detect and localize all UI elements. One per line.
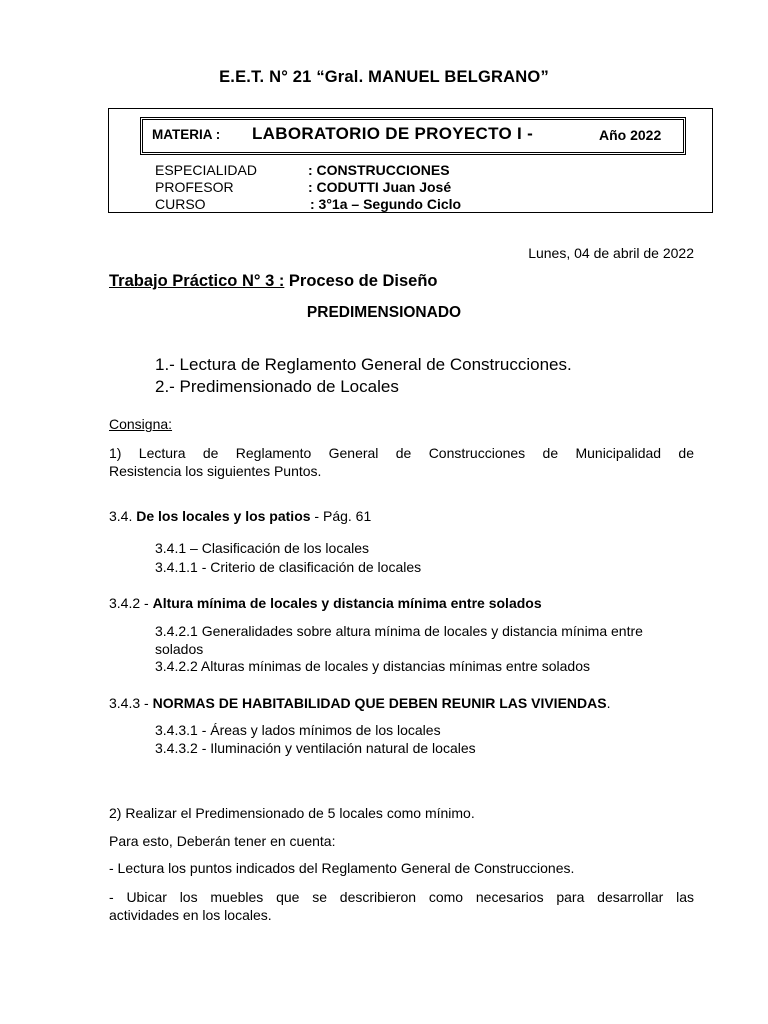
section-3-4-2 — [109, 595, 542, 611]
subsection-item: 3.4.3.2 - Iluminación y ventilación natural de locales — [155, 740, 476, 756]
materia-label: MATERIA : — [152, 127, 221, 142]
consigna-label: Consigna: — [109, 416, 173, 432]
profesor-label: PROFESOR — [155, 179, 234, 195]
section-title: Altura mínima de locales y distancia mínima entre solados — [152, 595, 542, 611]
curso-value: : 3°1a – Segundo Ciclo — [310, 196, 462, 212]
subsection-item: 3.4.2.1 Generalidades sobre altura mínima de locales y distancia mínima entre — [155, 623, 643, 639]
especialidad-label: ESPECIALIDAD — [155, 162, 257, 178]
section-number: 3.4. — [109, 508, 133, 524]
section-page: - Pág. 61 — [310, 508, 372, 524]
materia-year: Año 2022 — [599, 127, 662, 143]
section-title: NORMAS DE HABITABILIDAD QUE DEBEN REUNIR LAS VIVIENDAS — [152, 695, 607, 711]
paragraph-line: - Ubicar los muebles que se describieron como necesarios para desarrollar las — [109, 889, 694, 905]
subsection-item: 3.4.1 – Clasificación de los locales — [155, 540, 370, 556]
tp-subject: Proceso de Diseño — [288, 272, 438, 290]
paragraph: Para esto, Deberán tener en cuenta: — [109, 833, 336, 849]
objective-item: 1.- Lectura de Reglamento General de Construcciones. — [155, 355, 572, 374]
document-heading: PREDIMENSIONADO — [306, 304, 462, 321]
document-date: Lunes, 04 de abril de 2022 — [528, 245, 694, 261]
section-number: 3.4.2 - — [109, 595, 153, 611]
section-end: . — [606, 695, 611, 711]
tp-label: Trabajo Práctico N° 3 : — [109, 272, 285, 290]
objective-item: 2.- Predimensionado de Locales — [155, 377, 399, 396]
tp-title — [109, 272, 437, 291]
paragraph: - Lectura los puntos indicados del Reglamento General de Construcciones. — [109, 860, 575, 876]
subsection-item: solados — [155, 641, 204, 657]
section-3-4-3 — [109, 695, 610, 711]
section-title: De los locales y los patios — [136, 508, 311, 524]
section-number: 3.4.3 - — [109, 695, 153, 711]
subsection-item: 3.4.2.2 Alturas mínimas de locales y distancias mínimas entre solados — [155, 658, 590, 674]
subsection-item: 3.4.1.1 - Criterio de clasificación de locales — [155, 559, 422, 575]
consigna-paragraph-line: Resistencia los siguientes Puntos. — [109, 463, 322, 479]
section-3-4 — [109, 508, 371, 524]
paragraph-line: actividades en los locales. — [109, 907, 272, 923]
materia-value: LABORATORIO DE PROYECTO I - — [252, 124, 534, 143]
profesor-value: : CODUTTI Juan José — [308, 179, 452, 195]
subsection-item: 3.4.3.1 - Áreas y lados mínimos de los locales — [155, 722, 441, 738]
curso-label: CURSO — [155, 196, 206, 212]
especialidad-value: : CONSTRUCCIONES — [308, 162, 450, 178]
school-title: E.E.T. N° 21 “Gral. MANUEL BELGRANO” — [219, 68, 549, 86]
consigna-paragraph-line: 1) Lectura de Reglamento General de Construcciones de Municipalidad de — [109, 445, 694, 461]
paragraph: 2) Realizar el Predimensionado de 5 locales como mínimo. — [109, 805, 475, 821]
